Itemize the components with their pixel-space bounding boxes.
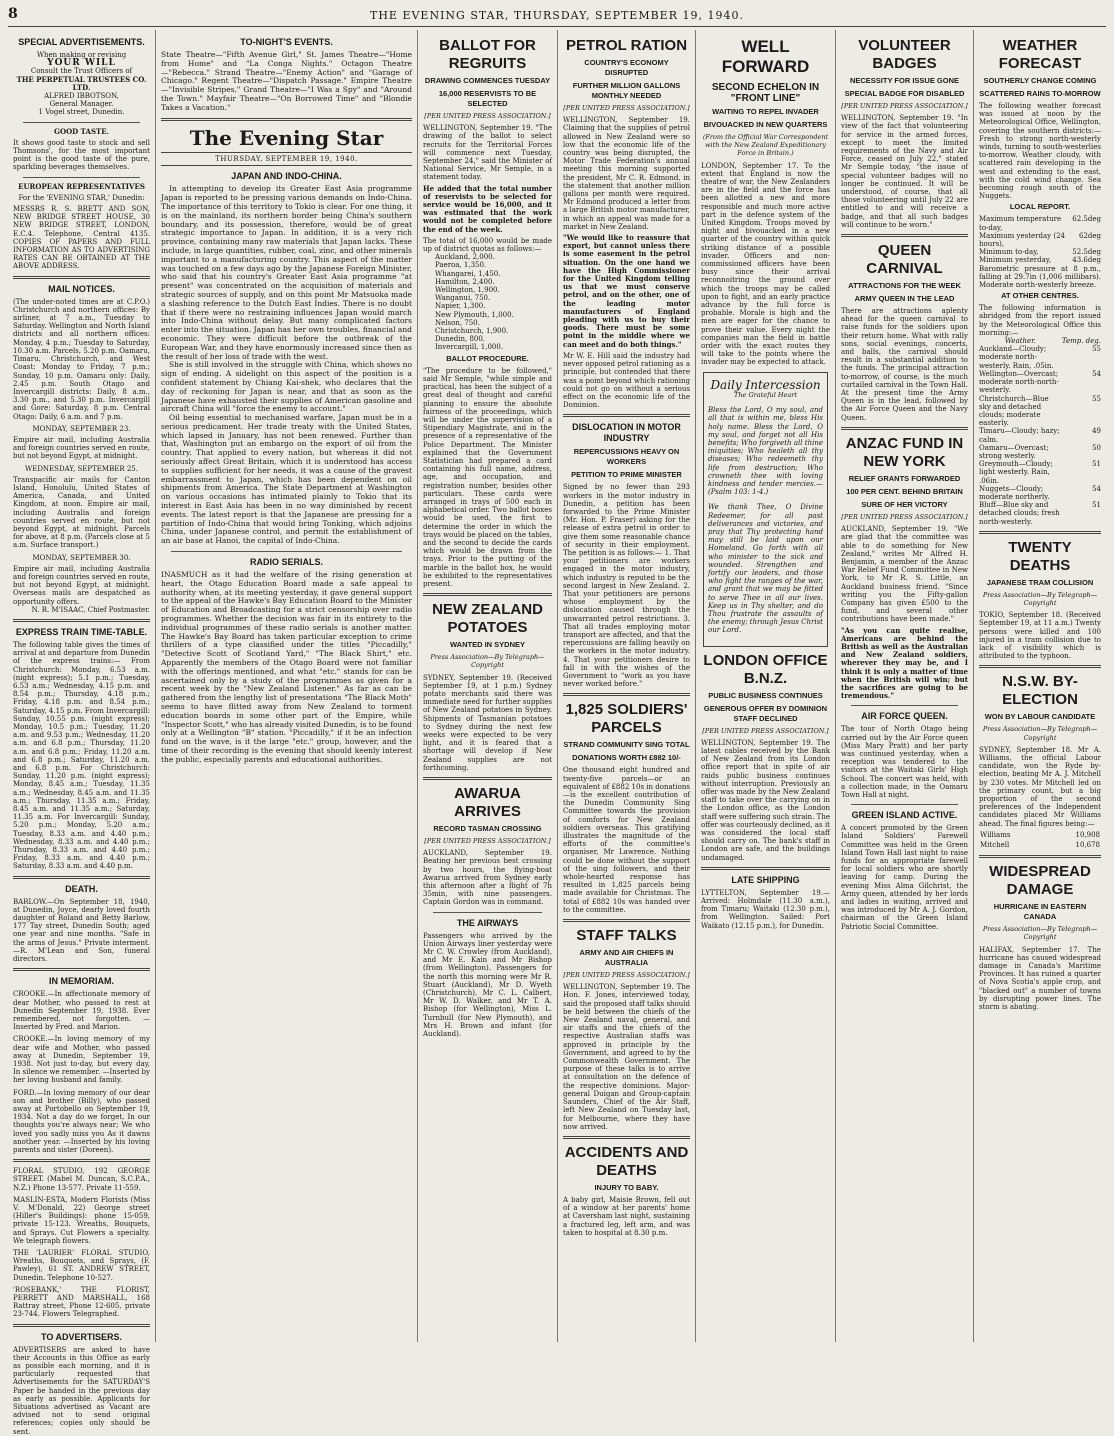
tonights-events-heading: TO-NIGHT'S EVENTS. — [240, 37, 333, 47]
station-row — [979, 444, 1101, 460]
mail-day-text: Empire air mail, including Australia and foreign countries served en route, but not beyond Egypt, at midnight. Overseas mails are despatched as opportunity offers. — [13, 564, 150, 606]
carnival-text: There are attractions aplenty ahead for the queen carnival to raise funds for the soldiers upon their return home. What with rally sons, social evenings, concerts, and balls, the carnival should result in a substantial addition to the funds. The principal attraction to-morrow, of course, is the much curtailed carnival in the Town Hall. At the present time the Army Queen is in the lead, followed by the Air Force Queen and the Navy Queen. — [841, 307, 968, 422]
station-row — [979, 460, 1101, 485]
divider — [13, 968, 150, 971]
death-text: BARLOW.—On September 18, 1940, at Dunedin, Joyce, dearly loved fourth daughter of Roland and Betty Barlow, 177 Tay street, Dunedin South; aged one year and nine months. "Safe in the arms of Jesus." Private interment.—R. M'Lean and Son, funeral directors. — [13, 897, 150, 964]
station-temp: 50 — [1092, 443, 1101, 452]
awarua-subheading: RECORD TASMAN CROSSING — [433, 824, 542, 834]
accidents-text: A baby girl, Maisie Brown, fell out of a window at her parents' home at Caversham last night, sustaining a fractured leg, left arm, and was taken to hospital at 8.30 p.m. — [563, 1195, 690, 1237]
anzac-subheading: SURE OF HER VICTORY — [861, 499, 948, 509]
ballot-text: WELLINGTON, September 19. "The drawing of the ballot to select recruits for the Territorial Forces will commence next Tuesday, September 24," said the Minister of National Service, Mr Semple, in a statement today. — [423, 124, 552, 182]
train-text: The following table gives the times of arrival at and departure from Dunedin of the express trains:— From Christchurch: Monday, 6.53 a.m. (night express); 5.1 p.m.; Tuesday, 6.53 a.m.; Wednesday, 4.15 p.m. and 8.54 p.m.; Thursday, 4.18 p.m.; Friday, 4.18 p.m. and 8.54 p.m.; Saturday, 4.15 p.m. From Invercargill: Sunday, 10.55 p.m. (night express); Monday, 10.5 p.m.; Tuesday, 11.20 a.m. and 9.53 p.m.; Wednesday, 11.20 a.m. and 6.8 p.m.; Thursday, 11.20 a.m. and 6.8 p.m.; Friday, 11.20 a.m. and 6.8 p.m.; Saturday, 11.20 a.m. and 6.8 p.m. For Christchurch: Sunday, 11.20 p.m. (night express); Monday, 8.45 a.m.; Tuesday, 11.35 a.m.; Wednesday, 8.45 a.m. and 11.35 a.m.; Thursday, 11.35 a.m.; Friday, 8.45 a.m. and 11.35 a.m.; Saturday, 11.35 a.m. For Invercargill: Sunday, 5.20 p.m.; Monday, 5.20 a.m.; Tuesday, 8.33 a.m. and 4.40 p.m.; Wednesday, 8.33 a.m. and 4.40 p.m.; Thursday, 8.33 a.m. and 4.40 p.m.; Friday, 8.33 a.m. and 4.40 p.m.; Saturday, 8.33 a.m. and 4.40 p.m. — [13, 640, 150, 871]
divider — [23, 122, 140, 123]
air-force-queen-text: The tour of North Otago being carried out by the Air Force queen (Miss Mary Pratt) and her party was continued yesterday, when a reception was tendered to the visitors at the Waitaki Girls' High School. The concert was held, with a collection made, in the Oamaru Town Hall at night. — [841, 725, 968, 799]
parcels-text: One thousand eight hundred and twenty-five parcels—or an equivalent of £882 10s in donations—is the excellent contribution of the Dunedin Community Sing Committee towards the provision of comforts for New Zealand soldiers overseas. This gratifying illustrates the magnitude of the efforts of the committee's organiser, Mr Lawrence. Nothing could be done without the support of the sing followers, and their whole-hearted response has resulted in 1,825 parcels being made available for Christmas. The total of £882 10s was handed over to the committee. — [563, 766, 690, 914]
parcels-subheading: DONATIONS WORTH £882 10/- — [572, 753, 681, 763]
forward-subheading: BIVOUACKED IN NEW QUARTERS — [703, 120, 828, 129]
quota-item: Paeroa, 1,350. — [435, 261, 487, 270]
divider — [563, 1136, 690, 1139]
divider — [979, 531, 1101, 534]
press-credit: Press Association—By Telegraph—Copyright — [430, 653, 545, 670]
divider — [423, 777, 552, 780]
memoriam-heading: IN MEMORIAM. — [49, 976, 114, 987]
shipping-text: LYTTELTON, September 19.—Arrived: Holmdale (11.30 a.m.), from Timaru; Waitaki (12.30 p.m.), from Wellington. Sailed: Port Waikato (12.15 p.m.), for Dunedin. — [701, 888, 830, 930]
deaths-heading: TWENTY DEATHS — [1008, 538, 1072, 574]
page-number: 8 — [8, 6, 19, 22]
mail-day: WEDNESDAY, SEPTEMBER 25. — [25, 464, 138, 473]
divider — [563, 919, 690, 922]
editorial-para: She is still involved in the struggle with China, which shows no sign of ending. A sidelight on this aspect of the position is a confident statement by Chiang Kai-shek, who declares that the day of reckoning for Japan is near, and that as soon as the Japanese have exhausted their supplies of American gasoline and aircraft China will "force the enemy to account." — [161, 360, 412, 414]
divider — [171, 551, 402, 552]
masthead-title: THE EVENING STAR, THURSDAY, SEPTEMBER 19, 1940. — [370, 8, 744, 22]
station-row — [979, 501, 1101, 526]
dateline: THURSDAY, SEPTEMBER 19, 1940. — [161, 152, 412, 167]
good-taste-heading: GOOD TASTE. — [54, 126, 109, 136]
advertisers-text: ADVERTISERS are asked to have their Accounts in this Office as early as possible each morning, and it is particularly requested that Advertisements for the SATURDAY'S Paper be handed in the previous day as early as possible. Applicants for Situations advertised as Vacant are advised not to send original references; copies only should be sent. — [13, 1345, 150, 1436]
london-text: WELLINGTON, September 19. The latest cables received by the Bank of New Zealand from its London office report that in spite of air raids public business continues without interruption. Previously an offer was made by the New Zealand staff to take over the carrying on in the London office, as the London staff were suffering such strain. The offer was courteously declined, as it was considered the local staff should carry on. The bank's staff in London are safe, and the buildings undamaged. — [701, 738, 830, 862]
florist-ad: MASLIN-ESTA, Modern Florists (Miss V. M'Donald, 22) George street (Hiller's Buildings): phone 15-059, private 15-123. Wreaths, Bouquets, and Sprays. Cut Flowers a specialty. We telegraph flowers. — [13, 1195, 150, 1245]
divider — [13, 619, 150, 622]
press-credit: [PER UNITED PRESS ASSOCIATION.] — [563, 104, 690, 112]
quota-item: Dunedin, 800. — [435, 335, 486, 344]
station-weather: Nuggets—Cloudy; moderate northerly. — [979, 484, 1050, 501]
forward-text: LONDON, September 17. To the extent that England is now the theatre of war, the New Zealanders are in the field and the force has been allotted a new and more responsible and much more active part in the defence system of the United Kingdom. Troops moved by night and bivouacked in a new quarter of the country within quick striking distance of a possible invader. Officers and non-commissioned officers have been busy since their arrival reconnoitring the ground over which the troops may be called upon to fight, and an early practice advance by the full force is probable. Morale is high and the men are eager for the chance to prove their value. Every night the companies man the field in battle order with the exact routes they will take to the points where the invader may be expected to attack. — [701, 161, 830, 367]
potatoes-subheading: WANTED IN SYDNEY — [449, 640, 525, 650]
anzac-subheading: 100 PER CENT. BEHIND BRITAIN — [846, 486, 963, 496]
station-row — [979, 427, 1101, 443]
airways-heading: THE AIRWAYS — [456, 917, 519, 928]
london-subheading: PUBLIC BUSINESS CONTINUES — [708, 690, 823, 700]
staff-heading: STAFF TALKS — [576, 927, 677, 945]
weather-heading: WEATHER FORECAST — [998, 37, 1082, 72]
election-row: Mitchell 10,678 — [980, 841, 1100, 850]
carnival-heading: QUEEN CARNIVAL — [866, 242, 943, 278]
memoriam-item: CROOKE.—In affectionate memory of dear Mother, who passed to rest at Dunedin September 19, 1938. Ever remembered, not forgotten. —Inserted by Fred. and Marion. — [13, 990, 150, 1032]
forward-heading: WELL FORWARD — [721, 37, 810, 76]
badges-heading: VOLUNTEER BADGES — [858, 37, 951, 72]
awarua-heading: AWARUA ARRIVES — [454, 785, 521, 821]
badges-subheading: NECESSITY FOR ISSUE GONE — [849, 76, 960, 85]
station-temp: 55 — [1092, 394, 1101, 403]
damage-text: HALIFAX, September 17. The hurricane has caused widespread damage in Canada's Maritime Provinces. It has ruined a quarter of Nova Scotia's apple crop, and "blacked out" a number of towns by disrupting power lines. The storm is abating. — [979, 945, 1101, 1012]
station-row — [979, 370, 1101, 395]
press-credit: Press Association—By Telegraph—Copyright — [982, 590, 1098, 607]
station-temp: 49 — [1092, 427, 1101, 436]
weather-text: The following weather forecast was issued at noon by the Meteorological Office, Wellington, covering the southern districts:— Fresh to strong north-westerly winds, turning to south-westerlies to-morrow. Weather cloudy, with scattered rain developing in the west and extending to the east, with the cold wind change. Sea becoming rough south of the Nuggets. — [979, 102, 1101, 201]
quota-item: Christchurch, 1,900. — [435, 327, 509, 336]
mail-notices-text: (The under-noted times are at C.P.O.) Christchurch and northern offices: By airliner, at 7 a.m., Tuesday to Saturday. Wellington and North Island districts and all northern offices: Monday, 4 p.m.; Tuesday to Saturday, 10.30 a.m. Parcels, 5.20 p.m. Oamaru, Timaru, Christchurch, and West Coast: Monday to Friday, 7 p.m.; Sunday, 10 p.m. Oamaru only: Daily, 2.45 p.m. South Otago and Invercargill districts: Daily, 8 a.m., 3.30 p.m., and 5.30 p.m. Invercargill and Gore: Saturday, 8 p.m. Central Otago: Daily, 6 a.m. and 7 p.m. — [13, 297, 150, 421]
green-island-text: A concert promoted by the Green Island Soldiers' Farewell Committee was held in the Green Island Town Hall last night to raise funds for an appropriate farewell for local soldiers who are shortly leaving for camp. During the evening Miss Alma Gilchrist, the Army queen, attended by her lords and ladies in waiting, arrived and was introduced by Mr A. J. Gordon, chairman of the Green Island Patriotic Social Committee. — [841, 824, 968, 931]
other-centres-intro: The following information is abridged from the report issued by the Meteorological Office this morning:— — [979, 304, 1101, 337]
anzac-heading: ANZAC FUND IN NEW YORK — [845, 434, 964, 470]
accidents-heading: ACCIDENTS AND DEATHS — [564, 1143, 689, 1179]
staff-subheading: ARMY AND AIR CHIEFS IN AUSTRALIA — [579, 948, 674, 968]
quota-item: Nelson, 750. — [435, 318, 480, 327]
potatoes-heading: NEW ZEALAND POTATOES — [432, 601, 543, 637]
divider — [13, 1159, 150, 1162]
damage-heading: WIDESPREAD DAMAGE — [989, 863, 1091, 899]
quota-item: Napier, 1,300. — [435, 302, 486, 311]
divider — [979, 665, 1101, 668]
ballot-subheading: 16,000 RESERVISTS TO BE SELECTED — [438, 89, 537, 108]
station-weather: Bluff—Blue sky and detached clouds; fresh north-westerly. — [979, 501, 1060, 526]
tonights-events-text: State Theatre—"Fifth Avenue Girl," St. James Theatre—"Home from Home" and "La Conga Nights." Octagon Theatre—"Rebecca." Strand Theatre—"Enemy Action" and "Garage of Chicago." Regent Theatre—"Dispatch Passage." Empire Theatre—"Invisible Stripes," Grand Theatre—"I Was a Spy" and "Around the Town." Mayfair Theatre—"On Borrowed Time" and "Blondie Takes a Vacation." — [161, 50, 412, 112]
european-reps-sub: For the 'EVENING STAR,' Dunedin: — [18, 193, 145, 202]
divider — [851, 705, 958, 706]
death-heading: DEATH. — [65, 883, 98, 894]
mail-day-text: Transpacific air mails for Canton Island, Honolulu, United States of America, Canada, and United Kingdom, at noon. Empire air mail, including Australia and foreign countries served en route, but not beyond Egypt, at midnight. Parcels for above, at 8 p.m. (Parcels close at 5 a.m. Surface transport.) — [13, 475, 150, 550]
quota-item: Wellington, 1,900. — [435, 286, 500, 295]
divider — [13, 876, 150, 879]
column-1 — [8, 30, 156, 1436]
station-temp: 54 — [1092, 484, 1101, 493]
florist-ad: FLORAL STUDIO, 192 GEORGE STREET. (Mabel M. Duncan, S.C.P.A., N.Z.) Phone 13-577. Private 11-559. — [13, 1167, 150, 1192]
air-force-queen-heading: AIR FORCE QUEEN. — [861, 711, 948, 722]
station-weather: Wellington—Overcast; moderate north-north-westerly. — [979, 369, 1059, 395]
quota-list — [423, 253, 552, 351]
train-heading: EXPRESS TRAIN TIME-TABLE. — [15, 626, 148, 637]
petrol-bold-text: "We would like to reassure that export, but cannot unless there is some easement in the petrol situation. On the one hand we have the High Commissioner for the United Kingdom telling us that we must conserve petrol, and on the other, one of the leading motor manufacturers of England pleading with us to buy their goods. There must be some point in the middle where we can meet and do both things." — [563, 233, 690, 349]
quota-item: Hamilton, 2,400. — [435, 277, 495, 286]
parcels-subheading: STRAND COMMUNITY SING TOTAL — [563, 740, 690, 750]
quota-item: Auckland, 2,000. — [435, 253, 495, 262]
green-island-heading: GREEN ISLAND ACTIVE. — [851, 810, 958, 821]
station-weather: Timaru—Cloudy; hazy; calm. — [979, 427, 1060, 444]
forward-subheading: WAITING TO REPEL INVADER — [712, 107, 819, 116]
mail-day: MONDAY, SEPTEMBER 30. — [32, 553, 131, 562]
divider — [841, 234, 968, 237]
dislocation-subheading: PETITION TO PRIME MINISTER — [571, 470, 682, 480]
local-report-row: Minimum yesterday, 43.6deg — [979, 256, 1101, 265]
station-row — [979, 345, 1101, 370]
london-subheading: GENEROUS OFFER BY DOMINION STAFF DECLINED — [703, 703, 828, 723]
accidents-subheading: INJURY TO BABY. — [594, 1182, 659, 1192]
dislocation-text: Signed by no fewer than 293 workers in the motor industry in Dunedin, a petition has been forwarded to the Prime Minister (Mr. Hon. P. Fraser) asking for the release of extra petrol in order to give them some reasonable chance of security in their employment. The petition is as follows:— 1. That your petitioners are workers engaged in the motor industry, which industry is reputed to be the second largest in New Zealand. 2. That your petitioners are persons whose employment by the dislocation caused through the unwarranted petrol restrictions. 3. That all trades employing motor transport are affected, and that the repercussions are falling heavily on the workers in the motor industry. 4. That your petitioners desire to fall in with the wishes of the Government to "work as you have never worked before." — [563, 483, 690, 689]
divider — [563, 414, 690, 417]
anzac-text: AUCKLAND, September 19. "We are glad that the committee was able to do something for New Zealand," writes Mr Alfred H. Benjamin, a member of the Anzac War Relief Fund Committee in New York, to Mr R. S. Little, an Auckland business friend. "Since writing you the Fifty-gallon Company has given £500 to the fund, and several other contributions have been made." — [841, 525, 968, 624]
devotion-prayer: We thank Thee, O Divine Redeemer, for all past deliverances and victories, and pray that Thy protecting hand may still be laid upon our Homeland. Go forth with all who minister to the sick and wounded. Strengthen and fortify our leaders, and those who fight the ranges of the war, and grant that we may be fitted to serve Thee in all our lives. Keep us in Thy shelter, and do Thou frustrate the assaults of the enemy; through Jesus Christ our Lord. — [708, 503, 823, 635]
divider — [701, 867, 830, 870]
mail-notices-heading: MAIL NOTICES. — [48, 283, 115, 294]
quota-item: Whangarei, 1,450. — [435, 269, 501, 278]
station-weather: Auckland—Cloudy; moderate north-westerly. Rain, .05in. — [979, 345, 1054, 370]
station-weather: Greymouth—Cloudy; light westerly. Rain, .06in. — [979, 460, 1053, 485]
column-2 — [156, 30, 418, 1342]
editorial-heading: RADIO SERIALS. — [249, 557, 323, 568]
election-heading: N.S.W. BY-ELECTION — [1002, 673, 1078, 709]
mail-signoff: N. R. M'ISAAC, Chief Postmaster. — [31, 605, 150, 614]
good-taste-text: It shows good taste to stock and sell Thomsons', for the most important point is the good taste of the pure, sparkling beverages themselves. — [13, 138, 150, 172]
column-5 — [696, 30, 836, 1342]
ballot-text: "The procedure to be followed," said Mr Semple, "while simple and practical, has been the subject of a great deal of thought and careful planning to ensure the absolute fairness of the proceedings, which will be under the supervision of a Stipendiary Magistrate, and in the presence of a representative of the Police Department. The Minister explained that the Government Statistician had prepared a card containing his full name, address, age, and occupation, and registration number, besides other particulars. These cards were arranged in trays of 500 each in alphabetical order. Two ballot boxes would be used, the first to determine the order in which the trays would be placed on the tables, and the second to decide the cards which would be drawn from the trays. Prior to the putting of the marble in the ballot box, he would be exhibited to the representatives present. — [423, 366, 552, 588]
station-weather: Oamaru—Overcast; strong westerly. — [979, 443, 1049, 460]
anzac-subheading: RELIEF GRANTS FORWARDED — [848, 473, 961, 483]
local-report-row: Minimum to-day, 52.5deg — [979, 248, 1101, 257]
column-3 — [418, 30, 558, 1342]
damage-subheading: HURRICANE IN EASTERN CANADA — [993, 902, 1087, 922]
local-report-text: Barometric pressure at 8 p.m., falling at 29.7in (1,006 millibars). Moderate north-westerly breeze. — [979, 264, 1101, 290]
divider — [423, 593, 552, 596]
divider — [433, 912, 542, 913]
station-temp: 54 — [1092, 369, 1101, 378]
quota-item: New Plymouth, 1,000. — [435, 310, 514, 319]
local-report-row: Maximum temperature to-day, 62.5deg — [979, 215, 1101, 232]
badges-subheading: SPECIAL BADGE FOR DISABLED — [844, 89, 965, 98]
carnival-subheading: ARMY QUEEN IN THE LEAD — [854, 294, 955, 304]
shipping-heading: LATE SHIPPING — [731, 874, 800, 885]
nameplate: The Evening Star — [189, 125, 384, 150]
mail-day: MONDAY, SEPTEMBER 23. — [32, 424, 131, 433]
press-credit: [PER UNITED PRESS ASSOCIATION.] — [424, 112, 551, 120]
press-credit: (From the Official War Correspondent with the New Zealand Expeditionary Force in Britain.) — [702, 133, 829, 158]
press-credit: Press Association—By Telegraph—Copyright — [982, 925, 1098, 942]
station-row — [979, 395, 1101, 428]
florist-ad: THE 'LAURIER' FLORAL STUDIO, Wreaths, Bouquets, and Sprays, (F. Pawley), 61 ST. ANDREW STREET, Dunedin. Telephone 10-527. — [13, 1248, 150, 1282]
european-reps-heading: EUROPEAN REPRESENTATIVES — [18, 181, 145, 191]
staff-text: WELLINGTON, September 19. The Hon. F. Jones, interviewed today, said the proposed staff talks should be held between the chiefs of the New Zealand naval, general, and air staffs and the chiefs of the respective Australian staffs was approved in principle by the Government, and agreed to by the Commonwealth Government. The purpose of these talks is to arrive at consultation on the defence of the respective dominions. Major-general Duigan and Group-captain Saunders, Chief of the Air Staff, left New Zealand on Tuesday last, for Melbourne, where they have now arrived. — [563, 983, 690, 1131]
devotion-scripture: Bless the Lord, O my soul, and all that is within me, bless His holy name. Bless the Lord, O my soul, and forget not all His benefits; Who forgiveth all thine iniquities; Who healeth all thy diseases; Who redeemeth thy life from destruction; Who crowneth thee with loving kindness and tender mercies.—(Psalm 103: 1-4.) — [708, 406, 823, 497]
will-ad: When making or revising YOUR WILL Consult the Trust Officers of THE PERPETUAL TRUSTEES CO. LTD. ALFRED IBBOTSON, General Manager. 1 Vogel street, Dunedin. — [16, 51, 147, 117]
local-report-heading: LOCAL REPORT. — [1009, 202, 1071, 212]
local-report-table — [979, 215, 1101, 264]
divider — [979, 855, 1101, 858]
election-text: SYDNEY, September 18. Mr A. Williams, the official Labour candidate, won the Ryde by-election, beating Mr A. J. Mitchell by 230 votes. Mr Mitchell led on the primary count, but a big proportion of the second preferences of the Independent candidates placed Mr Williams ahead. The final figures being:— — [979, 745, 1101, 828]
stations-table — [979, 337, 1101, 526]
london-heading: LONDON OFFICE B.N.Z. — [703, 651, 828, 687]
airways-text: Passengers who arrived by the Union Airways liner yesterday were Mr C. W. Crowley (from Auckland), and Mr E. Kain and Mr Bishop (from Wellington). Passengers for the north this morning were Mr R. Stuart (Auckland), Mr D. Wyeth (Christchurch), Mr C. L. Calbert, Mr W. D. Walker, and Mr T. A. Bishop (for Wellington), Miss L. Turnbull (for New Plymouth), and Mrs H. Brown and infant (for Auckland). — [423, 931, 552, 1039]
divider — [161, 118, 412, 121]
press-credit: [PER UNITED PRESS ASSOCIATION.] — [841, 102, 968, 110]
election-results — [979, 830, 1101, 850]
station-temp: 51 — [1092, 501, 1101, 510]
quota-item: Wanganui, 750. — [435, 294, 491, 303]
divider — [23, 177, 140, 178]
election-subheading: WON BY LABOUR CANDIDATE — [984, 712, 1096, 722]
memoriam-item: CROOKE.—In loving memory of my dear wife and Mother, who passed away at Dunedin, September 19, 1938. Not just to-day, but every day, In silence we remember. —Inserted by her loving husband and family. — [13, 1035, 150, 1085]
press-credit: [PER UNITED PRESS ASSOCIATION.] — [702, 726, 829, 735]
press-credit: [PER UNITED PRESS ASSOCIATION.] — [563, 971, 690, 980]
badges-text: WELLINGTON, September 19. "In view of the fact that volunteering for service in the armed forces, except to meet the limited requirements of the Navy and Air Force, ceased on July 22," stated Mr Semple today, "the issue of special volunteer badges will no longer be continued. It will be understood, of course, that all those volunteering until July 22 are entitled to and will receive a badge, and that all such badges will continue to be worn." — [841, 114, 968, 229]
ballot-subheading: BALLOT PROCEDURE. — [446, 353, 529, 363]
divider — [13, 276, 150, 279]
potatoes-text: SYDNEY, September 19. (Received September 19, at 1 p.m.) Sydney potato merchants said there was immediate need for further supplies of New Zealand potatoes in Sydney. Shipments of Tasmanian potatoes to Sydney during the next few weeks were expected to be very light, and it is feared that a shortage will develop if New Zealand supplies are not forthcoming. — [423, 673, 552, 772]
local-report-row: Maximum yesterday (24 hours), 62deg — [979, 231, 1101, 249]
quota-item: Invercargill, 1,000. — [435, 343, 504, 352]
column-6 — [836, 30, 974, 1342]
ballot-bold-text: He added that the total number of reservists to be selected for service would be 16,000, and it was estimated that the work would not be completed before the end of the week. — [423, 183, 552, 234]
divider — [851, 804, 958, 805]
special-ads-heading: SPECIAL ADVERTISEMENTS. — [18, 37, 145, 47]
editorial-heading: JAPAN AND INDO-CHINA. — [231, 171, 342, 182]
column-7 — [974, 30, 1106, 1342]
press-credit: [PER UNITED PRESS ASSOCIATION.] — [424, 837, 551, 846]
petrol-heading: PETROL RATION — [565, 37, 688, 54]
editorial-para: Oil being essential to mechanised warfare, Japan must be in a serious predicament. Her trade treaty with the United States, which lapsed in January, has not been renewed. Further than that, Washington put an embargo on the export of oil from the country. That applied to every nation, but whereas it did not seriously affect Great Britain, which it is understood has access to supplies sufficient for her needs, it was a cause of the gravest embarrassment to Japan, which has been dependent on oil shipments from America. The State Department at Washington on various occasions has intimated plainly to Tokio that its interest in East Asia has been in no way diminished by recent events. The latest report is that the Japanese are pressing for a partition of Indo-China that would bring Tonking, which adjoins China, under Japanese control, and permit the establishment of an air base at Hanoi, the capital of Indo-China. — [161, 413, 412, 546]
masthead — [8, 4, 1106, 27]
other-centres-heading: AT OTHER CENTRES. — [1001, 291, 1079, 301]
divider — [563, 693, 690, 696]
devotion-heading: Daily Intercession — [710, 377, 821, 392]
press-credit: Press Association—By Telegraph—Copyright — [982, 725, 1098, 742]
station-temp: 51 — [1092, 460, 1101, 469]
carnival-subheading: ATTRACTIONS FOR THE WEEK — [848, 281, 961, 291]
florist-ad: 'ROSEBANK,' THE FLORIST, PERRETT AND MARSHALL, 168 Rattray street, Phone 12-605, private 23-744. Flowers Telegraphed. — [13, 1285, 150, 1319]
ballot-subheading: DRAWING COMMENCES TUESDAY — [424, 76, 551, 85]
ballot-text: The total of 16,000 would be made up of district quotas as follows:— — [423, 236, 552, 254]
forward-subheading: SECOND ECHELON IN "FRONT LINE" — [711, 82, 820, 104]
devotion-subheading: The Grateful Heart — [734, 390, 797, 399]
station-temp: 55 — [1092, 345, 1101, 354]
editorial-para: INASMUCH as it had the welfare of the rising generation at heart, the Otago Education Board made a safe appeal to authority when, at its meeting yesterday, it gave general support to the appeal of the Hawke's Bay Education Board to the Minister of Education and Broadcasting for a strict censorship over radio programmes. Whether the decision was fair in its entirety to the individual programmes of these radio serials is another matter. The Hawke's Bay Board has taken particular exception to crime thrillers of a type classified under the titles "Piccadilly," "Detective Scott of Scotland Yard," "The Black Shirt," etc. Apparently the members of the Otago Board were not familiar with the offerings mentioned, and what "etc." stands for can be ascertained only by a study of the programmes as given for a recent week by the "New Zealand Listener." As far as can be gathered from the lengthy list of presentations "The Black Moth" seems to have flitted away from New Zealand to torment education boards in some other part of the Empire, while "Inspector Scott," who has already visited Dunedin, is to be found only at a Wellington "B" station. "Piccadilly," if it be an infection fund on the wave, is it the large "etc." group, however, and the time of their recording is the evening that should keenly interest the public, especially parents and educational authorities. — [161, 570, 412, 764]
anzac-bold-text: "As you can quite realise, Americans are behind the British as well as the Australian and New Zealand soldiers, wherever they may be, and I think it is only a matter of time when the British will win; but the sacrifices are going to be tremendous." — [841, 625, 968, 701]
deaths-subheading: JAPANESE TRAM COLLISION — [986, 577, 1094, 587]
ballot-heading: BALLOT FOR REGRUITS — [439, 37, 536, 72]
european-reps-text: MESSRS R. S. BRETT AND SON, NEW BRIDGE STREET HOUSE, 30 NEW BRIDGE STREET, LONDON, E.C.4. Telephone, Central 4135. COPIES OF PAPERS AND FULL INFORMATION AS TO ADVERTISING RATES CAN BE OBTAINED AT THE ABOVE ADDRESS. — [13, 205, 150, 271]
stations-header-row: Weather. Temp. deg. — [1004, 337, 1101, 346]
parcels-heading: 1,825 SOLDIERS' PARCELS — [565, 701, 688, 737]
editorial-para: In attempting to develop its Greater East Asia programme Japan is reported to be pressing various demands on Indo-China. The importance of this territory to Tokio is clear. For one thing, it is on the mainland, its northern border being China's southern boundary, and its possession, therefore, would be of great strategic importance to Japan. In addition, it is a very rich province, containing many raw materials that Japan lacks. These include, in large quantities, rubber, coal, zinc, and other minerals important to a manufacturing country. This aspect of the matter was touched on a few days ago by the Japanese Foreign Minister, who said that his country's Greater East Asia programme "at present" was concentrated on the acquisition of materials and strategic sources of supply, and on this point Mr Matsuoka made a slashing reference to the Dutch East Indies. There is no doubt that if there were no restraining influences Japan would march into Indo-China without delay. But many complicated factors enter into the situation. Japan has her own troubles, financial and economic. They were difficult before the outbreak of the European War, and they have enormously increased since then as the result of her loss of trade with the west. — [161, 184, 412, 361]
dislocation-heading: DISLOCATION IN MOTOR INDUSTRY — [572, 422, 681, 444]
weather-subheading: SCATTERED RAINS TO-MORROW — [979, 89, 1101, 98]
mail-day-text: Empire air mail, including Australia and foreign countries served en route, but not beyond Egypt, at midnight. — [13, 435, 150, 461]
column-4 — [558, 30, 696, 1342]
election-row: Williams 10,908 — [980, 830, 1100, 839]
weather-subheading: SOUTHERLY CHANGE COMING — [983, 76, 1097, 85]
memoriam-item: FORD.—In loving memory of our dear son and brother (Billy), who passed away at Portobello on September 19, 1934. Not a day do we forget, In our thoughts you're always near; We who loved you sadly miss you As it dawns another year. —Inserted by his loving parents and sister (Doreen). — [13, 1088, 150, 1154]
divider — [841, 427, 968, 430]
petrol-subheading: COUNTRY'S ECONOMY DISRUPTED — [584, 58, 669, 77]
petrol-text: Mr W. E. Hill said the industry had never opposed petrol rationing as a principle, but contended that there was a point beyond which rationing could not go on without a serious effect on the economic life of the Dominion. — [563, 351, 690, 410]
petrol-text: WELLINGTON, September 19. Claiming that the supplies of petrol allowed in New Zealand were so low that the economic life of the country was being disrupted, the Motor Trade Federation's annual meeting this morning supported the president, Mr C. R. Edmond, in the statement that another million gallons per month were required. Mr Edmond produced a letter from a large British motor manufacturer, in which an appeal was made for a market in New Zealand. — [563, 116, 690, 231]
divider — [13, 1324, 150, 1327]
devotion-box — [703, 372, 828, 647]
press-credit: [PER UNITED PRESS ASSOCIATION.] — [841, 512, 968, 521]
station-row — [979, 485, 1101, 501]
deaths-text: TOKIO, September 18. (Received September 19, at 11 a.m.) Twenty persons were killed and 100 injured in a tram collision due to lack of visibility which is attributed to the typhoon. — [979, 611, 1101, 661]
dislocation-subheading: REPERCUSSIONS HEAVY ON WORKERS — [573, 447, 680, 467]
petrol-subheading: FURTHER MILLION GALLONS MONTHLY NEEDED — [572, 81, 681, 100]
awarua-text: AUCKLAND, September 19. Beating her previous best crossing by two hours, the flying-boat Awarua arrived from Sydney early this afternoon after a flight of 7h 35min, with nine passengers. Captain Gordon was in command. — [423, 849, 552, 907]
advertisers-heading: TO ADVERTISERS. — [40, 1331, 122, 1342]
station-weather: Christchurch—Blue sky and detached clouds; moderate easterly. — [979, 394, 1049, 428]
